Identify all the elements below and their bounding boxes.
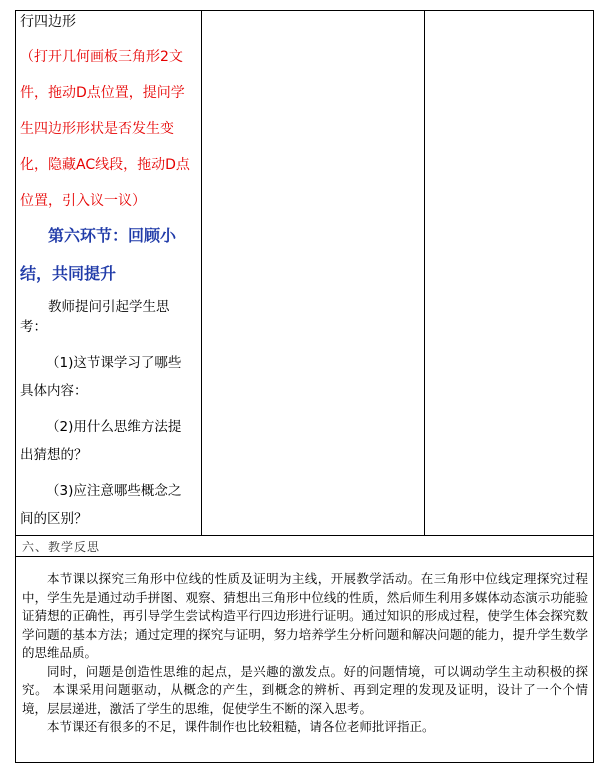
border-left <box>15 10 16 763</box>
question-line: （1)这节课学习了哪些 <box>46 355 182 371</box>
red-note-line: 生四边形形状是否发生变 <box>20 121 174 137</box>
border-bottom <box>15 762 594 763</box>
question-line: 出猜想的？ <box>20 447 88 463</box>
reflection-body <box>22 570 588 737</box>
red-note-line: 件，拖动D点位置，提问学 <box>20 85 185 101</box>
text-line: 考： <box>20 319 47 335</box>
text-line: 教师提问引起学生思 <box>48 299 170 315</box>
reflection-paragraph: 同时，问题是创造性思维的起点，是兴趣的激发点。好的问题情境，可以调动学生主动积极的探究。 本课采用问题驱动，从概念的产生，到概念的辨析、再到定理的发现及证明，设计了一个个情境，层层递进，激活了学生的思维，促使学生不断的深入思考。 <box>22 663 588 716</box>
lesson-cell <box>20 12 200 529</box>
border-top <box>15 10 594 11</box>
section-heading: 结，共同提升 <box>20 264 117 283</box>
section-title: 六、教学反思 <box>22 540 101 554</box>
question-line: 具体内容： <box>20 383 88 399</box>
section-heading: 第六环节：回顾小 <box>48 226 177 245</box>
red-note-line: （打开几何画板三角形2文 <box>20 49 183 65</box>
row-divider-1 <box>15 535 594 536</box>
question-line: 间的区别？ <box>20 511 88 527</box>
red-note-line: 化，隐藏AC线段，拖动D点 <box>20 157 190 173</box>
question-line: （3)应注意哪些概念之 <box>46 483 182 499</box>
question-line: （2)用什么思维方法提 <box>46 419 182 435</box>
border-right <box>593 10 594 763</box>
reflection-paragraph: 本节课还有很多的不足，课件制作也比较粗糙，请各位老师批评指正。 <box>47 719 435 734</box>
row-divider-2 <box>15 556 594 557</box>
text-line: 行四边形 <box>20 14 76 30</box>
col-divider-1 <box>201 10 202 535</box>
red-note-line: 位置，引入议一议） <box>20 193 146 209</box>
col-divider-2 <box>424 10 425 535</box>
reflection-paragraph: 本节课以探究三角形中位线的性质及证明为主线，开展教学活动。在三角形中位线定理探究过程中，学生先是通过动手拼图、观察、猜想出三角形中位线的性质，然后师生利用多媒体动态演示功能验证猜想的正确性，再引导学生尝试构造平行四边形进行证明。通过知识的形成过程，使学生体会探究数学问题的基本方法；通过定理的探究与证明，努力培养学生分析问题和解决问题的能力，提升学生数学的思维品质。 <box>22 571 588 660</box>
